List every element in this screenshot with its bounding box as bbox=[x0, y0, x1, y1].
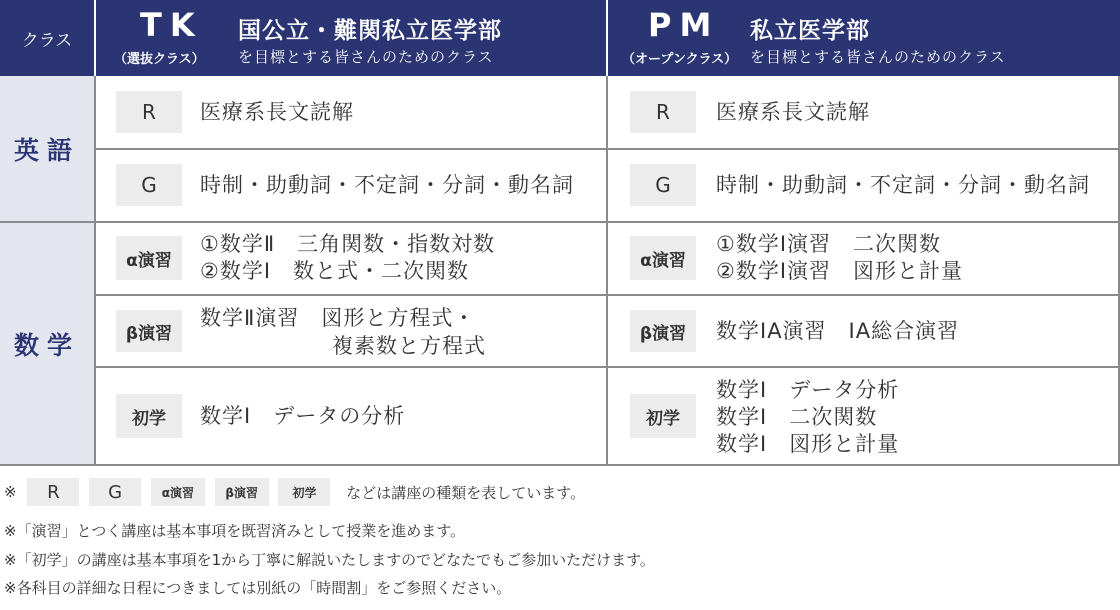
pm-basic-line-1: 数学Ⅰ データ分析 bbox=[716, 378, 900, 402]
pm-basic-line-3: 数学Ⅰ 図形と計量 bbox=[716, 432, 900, 456]
badge-alpha: α演習 bbox=[116, 236, 182, 280]
divider bbox=[96, 148, 1118, 150]
divider bbox=[96, 294, 1118, 296]
badge-g: G bbox=[630, 164, 696, 206]
divider bbox=[94, 76, 96, 466]
subject-math: 数学 bbox=[0, 222, 94, 466]
pm-g-text: 時制・助動詞・不定詞・分詞・動名詞 bbox=[716, 173, 1090, 197]
tk-alpha-line-1: ①数学Ⅱ 三角関数・指数対数 bbox=[200, 232, 496, 256]
pm-r-text: 医療系長文読解 bbox=[716, 100, 870, 124]
badge-r: R bbox=[116, 91, 182, 133]
pm-code: PM bbox=[648, 6, 720, 44]
note-line-1 bbox=[4, 478, 585, 506]
note-line-2: ※「演習」とつく講座は基本事項を既習済みとして授業を進めます。 bbox=[4, 522, 466, 540]
divider bbox=[96, 366, 1118, 368]
badge-beta: β演習 bbox=[630, 310, 696, 352]
badge-r: R bbox=[630, 91, 696, 133]
badge-basic: 初学 bbox=[630, 394, 696, 438]
pm-alpha-line-1: ①数学Ⅰ演習 二次関数 bbox=[716, 232, 942, 256]
divider bbox=[606, 76, 608, 466]
divider bbox=[0, 221, 1120, 223]
pm-basic-line-2: 数学Ⅰ 二次関数 bbox=[716, 405, 878, 429]
tk-beta-line-1: 数学Ⅱ演習 図形と方程式・ bbox=[200, 306, 476, 330]
tk-g-text: 時制・助動詞・不定詞・分詞・動名詞 bbox=[200, 173, 574, 197]
subject-english: 英語 bbox=[0, 76, 94, 222]
header-tk-cell bbox=[96, 0, 606, 76]
tk-r-text: 医療系長文読解 bbox=[200, 100, 354, 124]
badge-basic: 初学 bbox=[116, 394, 182, 438]
note-line-1-text: などは講座の種類を表しています。 bbox=[346, 483, 586, 502]
note-mark: ※ bbox=[4, 483, 17, 501]
note-line-3: ※「初学」の講座は基本事項を1から丁寧に解説いたしますのでどなたでもご参加いただけます。 bbox=[4, 551, 655, 569]
header-class-cell bbox=[0, 0, 94, 76]
tk-title: 国公立・難関私立医学部 bbox=[238, 18, 502, 44]
legend-badge-alpha: α演習 bbox=[151, 478, 205, 506]
header-class-label: クラス bbox=[21, 30, 73, 51]
tk-beta-line-2: 複素数と方程式 bbox=[200, 334, 486, 358]
pm-beta-line-1: 数学ⅠA演習 IA総合演習 bbox=[716, 319, 960, 343]
pm-sub: を目標とする皆さんのためのクラス bbox=[750, 48, 1006, 66]
tk-alpha-line-2: ②数学Ⅰ 数と式・二次関数 bbox=[200, 259, 470, 283]
note-line-4: ※各科目の詳細な日程につきましては別紙の「時間割」をご参照ください。 bbox=[4, 579, 512, 597]
badge-beta: β演習 bbox=[116, 310, 182, 352]
badge-alpha: α演習 bbox=[630, 236, 696, 280]
tk-code: TK bbox=[140, 6, 203, 44]
legend-badge-basic: 初学 bbox=[278, 478, 330, 506]
tk-sub: を目標とする皆さんのためのクラス bbox=[238, 48, 494, 66]
badge-g: G bbox=[116, 164, 182, 206]
divider bbox=[0, 464, 1120, 466]
tk-basic-line-1: 数学Ⅰ データの分析 bbox=[200, 404, 406, 428]
legend-badge-beta: β演習 bbox=[215, 478, 269, 506]
pm-title: 私立医学部 bbox=[750, 18, 870, 44]
pm-type: （オープンクラス） bbox=[622, 52, 738, 67]
pm-alpha-line-2: ②数学Ⅰ演習 図形と計量 bbox=[716, 259, 964, 283]
legend-badge-r: R bbox=[27, 478, 79, 506]
header-pm-cell bbox=[608, 0, 1120, 76]
legend-badge-g: G bbox=[89, 478, 141, 506]
tk-type: （選抜クラス） bbox=[114, 52, 205, 67]
